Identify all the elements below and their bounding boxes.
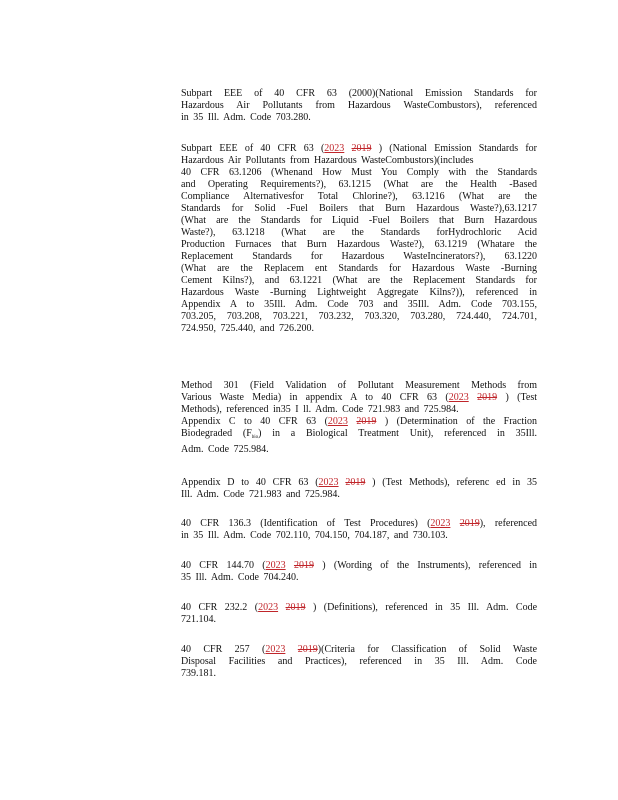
text-line: 40 CFR 63.1206 (Whenand How Must You Comply with the Standards	[181, 167, 537, 178]
paragraph-40cfr-144-70	[181, 560, 537, 584]
text-line: 703.205, 703.208, 703.221, 703.232, 703.320, 703.280, 724.440, 724.701,	[181, 311, 537, 322]
deleted-year: 2019	[459, 518, 480, 529]
text-line: in 35 Ill. Adm. Code 702.110, 704.150, 704.187, and 730.103.	[181, 530, 448, 541]
deleted-year: 2019	[477, 392, 498, 403]
text-line: Ill. Adm. Code 721.983 and 725.984.	[181, 489, 340, 500]
inserted-year: 2023	[265, 644, 286, 655]
text-line: 721.104.	[181, 614, 216, 625]
text-line: Production Furnaces that Burn Hazardous Waste?), 63.1219 (Whatare the	[181, 239, 537, 250]
text-line: Subpart EEE of 40 CFR 63 (2023 2019 ) (National Emission Standards for	[181, 143, 538, 154]
inserted-year: 2023	[448, 392, 469, 403]
text-line: and Operating Requirements?), 63.1215 (What are the Health -Based	[181, 179, 537, 190]
text-line: Appendix A to 35Ill. Adm. Code 703 and 35Ill. Adm. Code 703.155,	[181, 299, 537, 310]
text-line: (What are the Standards for Liquid -Fuel Boilers that Burn Hazardous	[181, 215, 537, 226]
text-line: (What are the Replacem ent Standards for Hazardous Waste -Burning	[181, 263, 537, 274]
inserted-year: 2023	[430, 518, 451, 529]
text-line: 724.950, 725.440, and 726.200.	[181, 323, 314, 334]
text-line: Subpart EEE of 40 CFR 63 (2000)(National Emission Standards for	[181, 88, 537, 99]
inserted-year: 2023	[324, 143, 345, 154]
inserted-year: 2023	[265, 560, 286, 571]
text-line: Hazardous Air Pollutants from Hazardous WasteCombustors)(includes	[181, 155, 474, 166]
inserted-year: 2023	[258, 602, 279, 613]
paragraph-method-301	[181, 380, 537, 456]
deleted-year: 2019	[297, 644, 318, 655]
text-line: Disposal Facilities and Practices), referenced in 35 Ill. Adm. Code	[181, 656, 537, 667]
text-line: Standards for Solid -Fuel Boilers that Burn Hazardous Waste?),63.1217	[181, 203, 537, 214]
text-line: 739.181.	[181, 668, 216, 679]
deleted-year: 2019	[285, 602, 306, 613]
text-line: Hazardous Air Pollutants from Hazardous WasteCombustors), referenced	[181, 100, 537, 111]
paragraph-40cfr-232-2	[181, 602, 537, 626]
inserted-year: 2023	[327, 416, 348, 427]
text-line: 40 CFR 257 (2023 2019)(Criteria for Classification of Solid Waste	[181, 644, 538, 655]
text-line: Methods), referenced in35 I ll. Adm. Code 721.983 and 725.984.	[181, 404, 459, 415]
paragraph-subpart-eee-2000	[181, 88, 537, 124]
text-line: Method 301 (Field Validation of Pollutant Measurement Methods from	[181, 380, 537, 391]
text-line: Adm. Code 725.984.	[181, 444, 269, 455]
text-line: 40 CFR 144.70 (2023 2019 ) (Wording of the Instruments), referenced in	[181, 560, 538, 571]
paragraph-appendix-d	[181, 477, 537, 501]
deleted-year: 2019	[293, 560, 314, 571]
deleted-year: 2019	[356, 416, 377, 427]
text-line: Various Waste Media) in appendix A to 40 CFR 63 (2023 2019 ) (Test	[181, 392, 538, 403]
subscript-bio: bio	[251, 435, 259, 440]
text-line: Appendix D to 40 CFR 63 (2023 2019 ) (Test Methods), referenc ed in 35	[181, 477, 538, 488]
text-line: 40 CFR 136.3 (Identification of Test Procedures) (2023 2019), referenced	[181, 518, 538, 529]
inserted-year: 2023	[318, 477, 339, 488]
text-line: Appendix C to 40 CFR 63 (2023 2019 ) (Determination of the Fraction	[181, 416, 537, 427]
text-line: in 35 Ill. Adm. Code 703.280.	[181, 112, 311, 123]
paragraph-40cfr-136-3	[181, 518, 537, 542]
text-line: 40 CFR 232.2 (2023 2019 ) (Definitions), referenced in 35 Ill. Adm. Code	[181, 602, 538, 613]
paragraph-subpart-eee-amended	[181, 143, 537, 335]
text-line: Compliance Alternativesfor Total Chlorine?), 63.1216 (What are the	[181, 191, 537, 202]
text-line: Hazardous Waste -Burning Lightweight Aggregate Kilns?)), referenced in	[181, 287, 537, 298]
text-line: Cement Kilns?), and 63.1221 (What are the Replacement Standards for	[181, 275, 537, 286]
text-line: Replacement Standards for Hazardous WasteIncinerators?), 63.1220	[181, 251, 537, 262]
deleted-year: 2019	[351, 143, 372, 154]
text-line: Waste?), 63.1218 (What are the Standards forHydrochloric Acid	[181, 227, 537, 238]
text-line: Biodegraded $(F_{bio})$ in a Biological Treatment Unit), referenced in 35Ill.	[181, 428, 537, 440]
text-line: 35 Ill. Adm. Code 704.240.	[181, 572, 299, 583]
deleted-year: 2019	[345, 477, 366, 488]
paragraph-40cfr-257	[181, 644, 537, 680]
